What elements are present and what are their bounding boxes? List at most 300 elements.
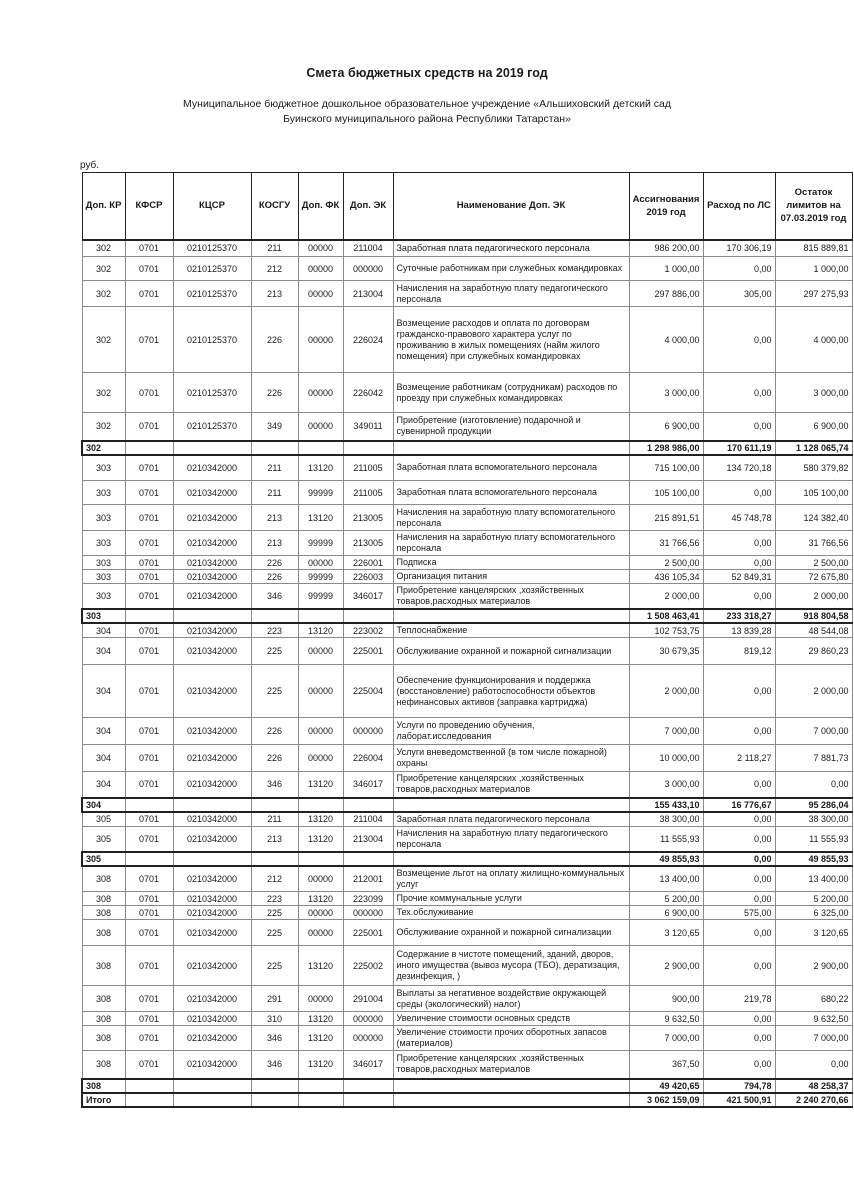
cell-dop-ek: 226042 <box>343 373 393 413</box>
cell-kfsr <box>125 852 173 866</box>
cell-expense: 0,00 <box>703 584 775 610</box>
cell-kosgu: 225 <box>251 946 298 986</box>
cell-dop-ek: 226003 <box>343 570 393 584</box>
cell-dop-ek: 211004 <box>343 812 393 827</box>
cell-kfsr: 0701 <box>125 920 173 946</box>
cell-allocations: 6 900,00 <box>629 413 703 441</box>
header-remainder: Остаток лимитов на 07.03.2019 год <box>775 173 852 240</box>
header-name: Наименование Доп. ЭК <box>393 173 629 240</box>
cell-expense: 0,00 <box>703 373 775 413</box>
cell-kfsr: 0701 <box>125 638 173 665</box>
cell-dop-fk: 00000 <box>298 240 343 257</box>
cell-expense: 0,00 <box>703 772 775 798</box>
cell-expense: 170 306,19 <box>703 240 775 257</box>
cell-dop-kr: 303 <box>82 505 125 531</box>
cell-name: Выплаты за негативное воздействие окружающей среды (экологический) налог) <box>393 986 629 1012</box>
cell-name: Приобретение (изготовление) подарочной и сувенирной продукции <box>393 413 629 441</box>
cell-allocations: 31 766,56 <box>629 531 703 556</box>
cell-dop-fk: 00000 <box>298 413 343 441</box>
cell-dop-fk: 00000 <box>298 373 343 413</box>
cell-name <box>393 1093 629 1107</box>
cell-dop-kr: 302 <box>82 281 125 307</box>
cell-expense: 45 748,78 <box>703 505 775 531</box>
cell-dop-ek: 000000 <box>343 718 393 745</box>
cell-expense: 794,78 <box>703 1079 775 1093</box>
cell-allocations: 7 000,00 <box>629 1026 703 1051</box>
table-body <box>82 240 852 1107</box>
cell-allocations: 30 679,35 <box>629 638 703 665</box>
cell-expense: 0,00 <box>703 1051 775 1079</box>
cell-kcsr: 0210342000 <box>173 772 251 798</box>
cell-dop-kr: 303 <box>82 556 125 570</box>
cell-remainder: 3 000,00 <box>775 373 852 413</box>
cell-remainder: 124 382,40 <box>775 505 852 531</box>
cell-dop-kr: 308 <box>82 906 125 920</box>
cell-kosgu: 226 <box>251 745 298 772</box>
cell-allocations: 3 000,00 <box>629 772 703 798</box>
cell-remainder: 6 325,00 <box>775 906 852 920</box>
cell-expense: 421 500,91 <box>703 1093 775 1107</box>
cell-name <box>393 852 629 866</box>
table-row <box>82 373 852 413</box>
cell-dop-kr: 308 <box>82 892 125 906</box>
cell-kosgu <box>251 1093 298 1107</box>
cell-kosgu: 225 <box>251 906 298 920</box>
cell-dop-fk: 00000 <box>298 638 343 665</box>
cell-remainder: 9 632,50 <box>775 1012 852 1026</box>
cell-dop-ek: 225002 <box>343 946 393 986</box>
cell-expense: 219,78 <box>703 986 775 1012</box>
cell-kcsr: 0210342000 <box>173 556 251 570</box>
cell-remainder: 580 379,82 <box>775 455 852 481</box>
cell-remainder: 0,00 <box>775 1051 852 1079</box>
cell-dop-ek <box>343 441 393 455</box>
cell-dop-kr: 304 <box>82 718 125 745</box>
cell-dop-fk <box>298 1093 343 1107</box>
cell-remainder: 6 900,00 <box>775 413 852 441</box>
cell-allocations: 2 500,00 <box>629 556 703 570</box>
cell-name: Заработная плата вспомогательного персонала <box>393 481 629 505</box>
cell-kcsr: 0210342000 <box>173 531 251 556</box>
cell-dop-fk: 13120 <box>298 1026 343 1051</box>
table-row <box>82 892 852 906</box>
cell-expense: 2 118,27 <box>703 745 775 772</box>
table-row <box>82 240 852 257</box>
cell-dop-kr: 308 <box>82 1026 125 1051</box>
cell-dop-kr: 303 <box>82 609 125 623</box>
cell-kosgu: 213 <box>251 281 298 307</box>
cell-dop-kr: 304 <box>82 638 125 665</box>
header-kosgu: КОСГУ <box>251 173 298 240</box>
cell-dop-ek: 346017 <box>343 1051 393 1079</box>
cell-dop-ek: 212001 <box>343 866 393 892</box>
cell-name: Обеспечение функционирования и поддержка (восстановление) работоспособности объектов нефинансовых активов (заправка картриджа) <box>393 665 629 718</box>
cell-allocations: 7 000,00 <box>629 718 703 745</box>
cell-kfsr: 0701 <box>125 257 173 281</box>
cell-allocations: 215 891,51 <box>629 505 703 531</box>
cell-dop-fk: 00000 <box>298 556 343 570</box>
table-row <box>82 638 852 665</box>
cell-name: Организация питания <box>393 570 629 584</box>
cell-expense: 0,00 <box>703 556 775 570</box>
budget-table <box>81 172 853 1108</box>
cell-dop-fk: 13120 <box>298 1051 343 1079</box>
cell-name: Услуги вневедомственной (в том числе пожарной) охраны <box>393 745 629 772</box>
cell-expense: 170 611,19 <box>703 441 775 455</box>
cell-kcsr: 0210342000 <box>173 638 251 665</box>
cell-remainder: 918 804,58 <box>775 609 852 623</box>
cell-kosgu: 211 <box>251 455 298 481</box>
cell-dop-kr: 308 <box>82 986 125 1012</box>
cell-remainder: 0,00 <box>775 772 852 798</box>
table-row <box>82 826 852 852</box>
cell-dop-ek: 346017 <box>343 772 393 798</box>
cell-dop-fk: 00000 <box>298 920 343 946</box>
cell-kfsr: 0701 <box>125 1012 173 1026</box>
cell-name: Обслуживание охранной и пожарной сигнализации <box>393 920 629 946</box>
cell-dop-kr: 308 <box>82 920 125 946</box>
cell-dop-fk: 00000 <box>298 307 343 373</box>
cell-expense: 0,00 <box>703 257 775 281</box>
cell-kcsr: 0210342000 <box>173 570 251 584</box>
cell-name: Обслуживание охранной и пожарной сигнализации <box>393 638 629 665</box>
cell-dop-fk: 13120 <box>298 623 343 638</box>
table-row <box>82 481 852 505</box>
table-row <box>82 920 852 946</box>
header-expense: Расход по ЛС <box>703 173 775 240</box>
cell-expense: 0,00 <box>703 718 775 745</box>
cell-remainder: 11 555,93 <box>775 826 852 852</box>
cell-allocations: 38 300,00 <box>629 812 703 827</box>
cell-kcsr: 0210342000 <box>173 481 251 505</box>
cell-dop-fk: 13120 <box>298 826 343 852</box>
cell-kosgu: 310 <box>251 1012 298 1026</box>
header-kfsr: КФСР <box>125 173 173 240</box>
cell-kfsr: 0701 <box>125 772 173 798</box>
cell-expense: 575,00 <box>703 906 775 920</box>
cell-kosgu: 225 <box>251 665 298 718</box>
cell-expense: 0,00 <box>703 866 775 892</box>
cell-dop-ek: 000000 <box>343 1026 393 1051</box>
cell-dop-kr: 303 <box>82 481 125 505</box>
cell-kosgu: 226 <box>251 307 298 373</box>
subtotal-row <box>82 1079 852 1093</box>
cell-kcsr: 0210125370 <box>173 373 251 413</box>
cell-expense: 0,00 <box>703 812 775 827</box>
cell-remainder: 4 000,00 <box>775 307 852 373</box>
cell-name: Начисления на заработную плату вспомогательного персонала <box>393 505 629 531</box>
cell-remainder: 48 544,08 <box>775 623 852 638</box>
cell-kcsr: 0210342000 <box>173 906 251 920</box>
cell-dop-fk: 13120 <box>298 455 343 481</box>
table-row <box>82 623 852 638</box>
table-row <box>82 812 852 827</box>
cell-dop-kr: 308 <box>82 1051 125 1079</box>
cell-allocations: 5 200,00 <box>629 892 703 906</box>
cell-expense: 0,00 <box>703 852 775 866</box>
cell-kcsr: 0210125370 <box>173 413 251 441</box>
cell-kfsr: 0701 <box>125 307 173 373</box>
cell-kcsr <box>173 798 251 812</box>
cell-kcsr: 0210342000 <box>173 920 251 946</box>
cell-remainder: 7 000,00 <box>775 718 852 745</box>
cell-dop-ek <box>343 852 393 866</box>
cell-kfsr <box>125 441 173 455</box>
table-row <box>82 570 852 584</box>
cell-kosgu <box>251 1079 298 1093</box>
cell-dop-kr: 302 <box>82 441 125 455</box>
cell-kosgu: 211 <box>251 481 298 505</box>
table-row <box>82 413 852 441</box>
cell-dop-kr: 305 <box>82 812 125 827</box>
cell-dop-fk <box>298 852 343 866</box>
cell-dop-kr: 308 <box>82 866 125 892</box>
cell-dop-kr: 302 <box>82 307 125 373</box>
cell-dop-fk: 99999 <box>298 584 343 610</box>
cell-kfsr: 0701 <box>125 556 173 570</box>
table-row <box>82 906 852 920</box>
cell-kcsr <box>173 609 251 623</box>
cell-dop-kr: 303 <box>82 455 125 481</box>
cell-dop-kr: 304 <box>82 798 125 812</box>
cell-name <box>393 1079 629 1093</box>
cell-allocations: 367,50 <box>629 1051 703 1079</box>
cell-kosgu: 223 <box>251 623 298 638</box>
cell-kcsr: 0210342000 <box>173 1012 251 1026</box>
cell-expense: 0,00 <box>703 1026 775 1051</box>
table-row <box>82 718 852 745</box>
table-row <box>82 1051 852 1079</box>
cell-kosgu: 212 <box>251 257 298 281</box>
cell-kcsr <box>173 441 251 455</box>
cell-remainder: 2 000,00 <box>775 584 852 610</box>
cell-remainder: 95 286,04 <box>775 798 852 812</box>
cell-allocations: 1 508 463,41 <box>629 609 703 623</box>
table-row <box>82 455 852 481</box>
cell-dop-ek: 213005 <box>343 505 393 531</box>
cell-expense: 0,00 <box>703 413 775 441</box>
cell-kosgu <box>251 441 298 455</box>
cell-kcsr: 0210342000 <box>173 455 251 481</box>
cell-kfsr: 0701 <box>125 584 173 610</box>
cell-dop-ek: 225001 <box>343 638 393 665</box>
cell-kcsr: 0210342000 <box>173 623 251 638</box>
cell-dop-fk <box>298 1079 343 1093</box>
cell-remainder: 2 000,00 <box>775 665 852 718</box>
cell-expense: 13 839,28 <box>703 623 775 638</box>
cell-expense: 0,00 <box>703 1012 775 1026</box>
cell-dop-fk: 13120 <box>298 946 343 986</box>
cell-allocations: 102 753,75 <box>629 623 703 638</box>
cell-name: Содержание в чистоте помещений, зданий, дворов, иного имущества (вывоз мусора (ТБО), дератизация, дезинфекция, ) <box>393 946 629 986</box>
cell-kfsr: 0701 <box>125 413 173 441</box>
subtotal-row <box>82 852 852 866</box>
cell-expense: 0,00 <box>703 892 775 906</box>
cell-allocations: 3 062 159,09 <box>629 1093 703 1107</box>
cell-allocations: 2 000,00 <box>629 584 703 610</box>
cell-dop-kr: 302 <box>82 257 125 281</box>
cell-allocations: 2 900,00 <box>629 946 703 986</box>
cell-name: Заработная плата вспомогательного персонала <box>393 455 629 481</box>
cell-allocations: 2 000,00 <box>629 665 703 718</box>
table-row <box>82 665 852 718</box>
cell-dop-fk: 00000 <box>298 718 343 745</box>
cell-kfsr: 0701 <box>125 455 173 481</box>
cell-dop-fk: 00000 <box>298 986 343 1012</box>
cell-remainder: 72 675,80 <box>775 570 852 584</box>
cell-allocations: 3 000,00 <box>629 373 703 413</box>
cell-allocations: 986 200,00 <box>629 240 703 257</box>
table-row <box>82 307 852 373</box>
cell-kcsr <box>173 1079 251 1093</box>
cell-dop-ek: 291004 <box>343 986 393 1012</box>
cell-kcsr: 0210342000 <box>173 505 251 531</box>
cell-dop-fk: 99999 <box>298 481 343 505</box>
cell-kosgu: 213 <box>251 531 298 556</box>
cell-dop-fk: 00000 <box>298 281 343 307</box>
cell-remainder: 3 120,65 <box>775 920 852 946</box>
cell-kfsr: 0701 <box>125 866 173 892</box>
cell-kosgu: 226 <box>251 556 298 570</box>
cell-expense: 819,12 <box>703 638 775 665</box>
cell-dop-ek: 000000 <box>343 257 393 281</box>
cell-remainder: 49 855,93 <box>775 852 852 866</box>
cell-remainder: 5 200,00 <box>775 892 852 906</box>
cell-allocations: 49 855,93 <box>629 852 703 866</box>
cell-kfsr: 0701 <box>125 718 173 745</box>
cell-dop-fk: 13120 <box>298 812 343 827</box>
cell-dop-fk: 99999 <box>298 570 343 584</box>
cell-dop-ek: 211004 <box>343 240 393 257</box>
cell-dop-ek: 213004 <box>343 826 393 852</box>
table-header-row <box>82 173 852 240</box>
grand-total-row <box>82 1093 852 1107</box>
cell-expense: 305,00 <box>703 281 775 307</box>
cell-expense: 52 849,31 <box>703 570 775 584</box>
subtotal-row <box>82 798 852 812</box>
cell-expense: 0,00 <box>703 481 775 505</box>
cell-dop-fk: 00000 <box>298 866 343 892</box>
cell-allocations: 6 900,00 <box>629 906 703 920</box>
cell-kosgu: 346 <box>251 584 298 610</box>
cell-kosgu: 226 <box>251 570 298 584</box>
cell-allocations: 10 000,00 <box>629 745 703 772</box>
cell-dop-fk: 00000 <box>298 665 343 718</box>
cell-dop-fk: 00000 <box>298 906 343 920</box>
cell-name: Теплоснабжение <box>393 623 629 638</box>
table-row <box>82 986 852 1012</box>
cell-name: Увеличение стоимости основных средств <box>393 1012 629 1026</box>
cell-kfsr <box>125 1079 173 1093</box>
cell-dop-fk: 00000 <box>298 257 343 281</box>
cell-dop-fk: 00000 <box>298 745 343 772</box>
cell-kosgu: 226 <box>251 373 298 413</box>
cell-remainder: 297 275,93 <box>775 281 852 307</box>
cell-allocations: 900,00 <box>629 986 703 1012</box>
cell-kcsr: 0210342000 <box>173 866 251 892</box>
cell-dop-kr: 308 <box>82 1079 125 1093</box>
cell-kcsr: 0210125370 <box>173 240 251 257</box>
cell-kfsr: 0701 <box>125 481 173 505</box>
cell-remainder: 680,22 <box>775 986 852 1012</box>
document-subtitle <box>0 97 854 127</box>
subtotal-row <box>82 441 852 455</box>
cell-kosgu: 213 <box>251 505 298 531</box>
cell-kfsr: 0701 <box>125 531 173 556</box>
cell-kosgu <box>251 798 298 812</box>
cell-dop-ek: 226004 <box>343 745 393 772</box>
cell-kosgu: 226 <box>251 718 298 745</box>
cell-dop-fk: 13120 <box>298 505 343 531</box>
cell-expense: 0,00 <box>703 920 775 946</box>
cell-dop-kr: 304 <box>82 772 125 798</box>
cell-dop-ek: 223002 <box>343 623 393 638</box>
cell-kcsr: 0210342000 <box>173 946 251 986</box>
cell-name: Тех.обслуживание <box>393 906 629 920</box>
cell-remainder: 2 240 270,66 <box>775 1093 852 1107</box>
cell-kcsr: 0210342000 <box>173 718 251 745</box>
cell-kosgu: 291 <box>251 986 298 1012</box>
cell-kfsr: 0701 <box>125 946 173 986</box>
cell-kfsr: 0701 <box>125 665 173 718</box>
cell-kfsr: 0701 <box>125 281 173 307</box>
cell-dop-kr: 303 <box>82 584 125 610</box>
cell-dop-ek: 213005 <box>343 531 393 556</box>
cell-name: Возмещение льгот на оплату жилищно-коммунальных услуг <box>393 866 629 892</box>
cell-name: Заработная плата педагогического персонала <box>393 812 629 827</box>
cell-kosgu: 225 <box>251 920 298 946</box>
cell-kcsr: 0210342000 <box>173 584 251 610</box>
cell-kcsr: 0210342000 <box>173 745 251 772</box>
cell-kosgu: 213 <box>251 826 298 852</box>
cell-kcsr: 0210125370 <box>173 281 251 307</box>
table-row <box>82 584 852 610</box>
cell-remainder: 2 900,00 <box>775 946 852 986</box>
cell-dop-fk <box>298 798 343 812</box>
document-title: Смета бюджетных средств на 2019 год <box>306 66 548 80</box>
cell-kcsr: 0210342000 <box>173 665 251 718</box>
table-row <box>82 1012 852 1026</box>
cell-kfsr: 0701 <box>125 745 173 772</box>
cell-dop-kr: 305 <box>82 826 125 852</box>
cell-name: Заработная плата педагогического персонала <box>393 240 629 257</box>
cell-kcsr <box>173 852 251 866</box>
cell-kosgu: 223 <box>251 892 298 906</box>
cell-kcsr: 0210125370 <box>173 257 251 281</box>
cell-name: Возмещение расходов и оплата по договорам гражданско-правового характера услуг по проживанию в жилых помещениях (найм жилого помещения) при служебных командировках <box>393 307 629 373</box>
table-row <box>82 505 852 531</box>
cell-kcsr <box>173 1093 251 1107</box>
cell-name: Услуги по проведению обучения, лаборат.исследования <box>393 718 629 745</box>
cell-kfsr: 0701 <box>125 906 173 920</box>
cell-kfsr <box>125 609 173 623</box>
cell-expense: 16 776,67 <box>703 798 775 812</box>
cell-kfsr: 0701 <box>125 623 173 638</box>
cell-kfsr <box>125 798 173 812</box>
subtitle-line-1: Муниципальное бюджетное дошкольное образовательное учреждение «Альшиховский детский сад <box>183 98 671 110</box>
cell-name: Приобретение канцелярских ,хозяйственных товаров,расходных материалов <box>393 772 629 798</box>
cell-expense: 134 720,18 <box>703 455 775 481</box>
table-row <box>82 556 852 570</box>
cell-dop-ek: 213004 <box>343 281 393 307</box>
cell-allocations: 3 120,65 <box>629 920 703 946</box>
cell-name: Приобретение канцелярских ,хозяйственных товаров,расходных материалов <box>393 1051 629 1079</box>
cell-kosgu: 225 <box>251 638 298 665</box>
currency-unit: руб. <box>80 160 100 171</box>
cell-expense: 0,00 <box>703 665 775 718</box>
table-row <box>82 281 852 307</box>
header-dop-kr: Доп. КР <box>82 173 125 240</box>
